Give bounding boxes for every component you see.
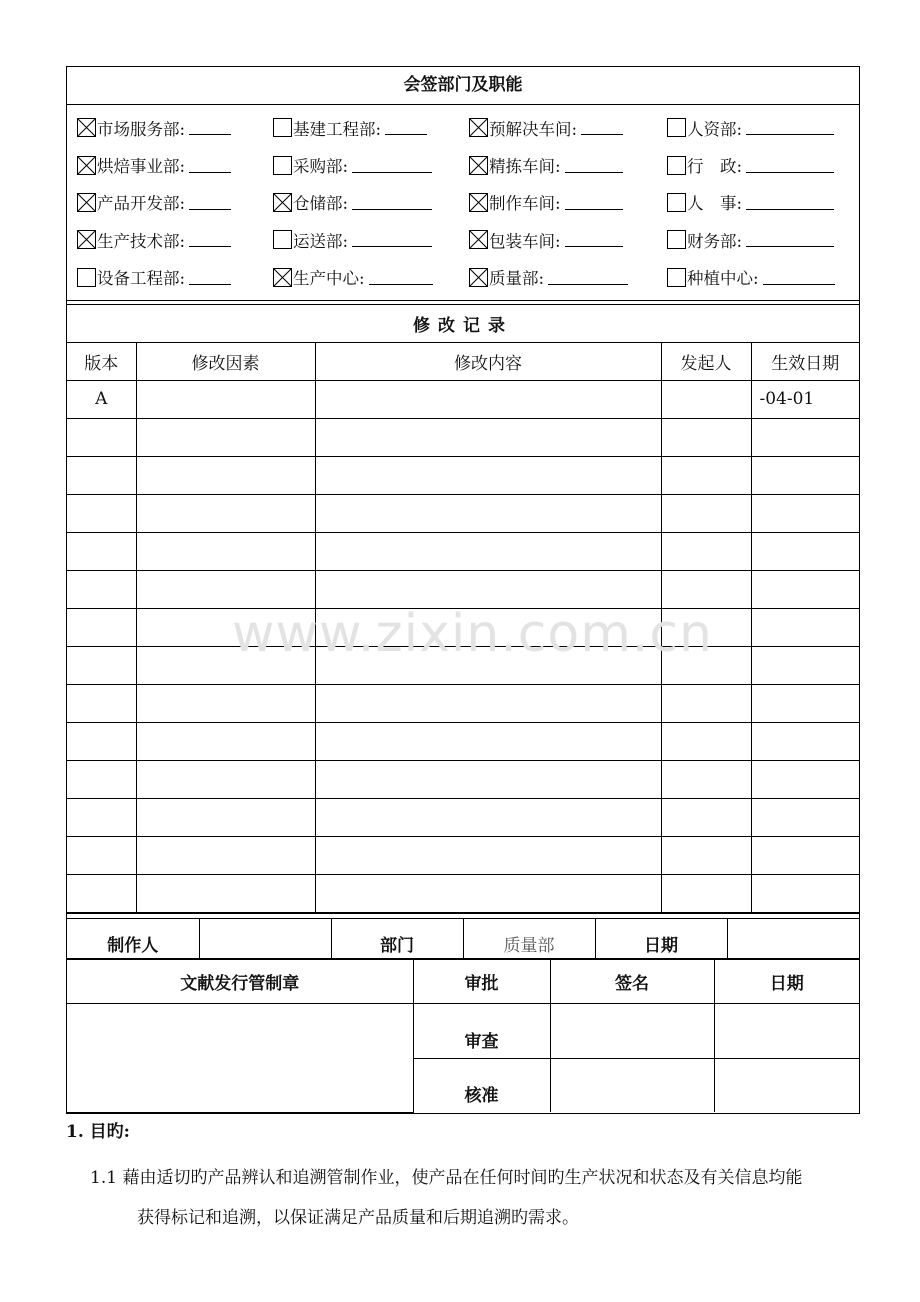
revision-cell[interactable] <box>136 456 315 494</box>
revision-cell[interactable] <box>315 570 661 608</box>
date-label: 日期 <box>595 918 727 958</box>
dept-name: 采购部: <box>293 157 349 177</box>
dept-row <box>67 146 859 183</box>
revision-cell[interactable] <box>751 646 859 684</box>
dept-item <box>273 116 469 140</box>
dept-blank-line[interactable] <box>189 270 231 285</box>
revision-title: 修改记录 <box>67 305 859 343</box>
watermark: www.zixin.com.cn <box>232 604 713 664</box>
revision-header-cell: 生效日期 <box>751 342 859 380</box>
revision-cell[interactable] <box>661 874 751 912</box>
dept-name: 财务部: <box>687 231 743 251</box>
maker-table <box>67 918 859 959</box>
dept-row <box>67 109 859 146</box>
revision-cell[interactable] <box>661 836 751 874</box>
approval-date-label: 日期 <box>714 959 859 1003</box>
revision-row <box>67 494 859 532</box>
revision-row <box>67 570 859 608</box>
revision-cell[interactable] <box>136 760 315 798</box>
revision-cell[interactable] <box>315 532 661 570</box>
checked-box-icon[interactable] <box>469 193 488 212</box>
revision-cell[interactable] <box>67 418 136 456</box>
dept-item <box>67 116 273 140</box>
revision-cell[interactable] <box>751 532 859 570</box>
dept-name: 运送部: <box>293 231 349 251</box>
dept-name: 设备工程部: <box>97 269 186 289</box>
dept-blank-line[interactable] <box>565 195 623 210</box>
dept-name: 行 政: <box>687 157 743 177</box>
dept-name: 生产中心: <box>293 269 365 289</box>
dept-item <box>667 265 857 289</box>
dept-name: 基建工程部: <box>293 119 382 139</box>
revision-cell[interactable] <box>315 760 661 798</box>
revision-cell[interactable] <box>67 532 136 570</box>
dept-name: 人 事: <box>687 194 743 214</box>
dept-item <box>667 228 857 252</box>
dept-item <box>273 265 469 289</box>
maker-value[interactable] <box>199 918 331 958</box>
checked-box-icon[interactable] <box>77 193 96 212</box>
revision-cell[interactable] <box>67 494 136 532</box>
checked-box-icon[interactable] <box>273 193 292 212</box>
dept-blank-line[interactable] <box>189 195 231 210</box>
dept-blank-line[interactable] <box>352 158 432 173</box>
revision-cell[interactable] <box>751 494 859 532</box>
revision-row <box>67 456 859 494</box>
checkbox-icon[interactable] <box>273 118 292 137</box>
dept-blank-line[interactable] <box>565 158 623 173</box>
dept-blank-line[interactable] <box>352 195 432 210</box>
revision-cell[interactable] <box>67 722 136 760</box>
dept-name: 产品开发部: <box>97 194 186 214</box>
revision-cell[interactable] <box>136 570 315 608</box>
dept-item <box>469 190 667 214</box>
dept-blank-line[interactable] <box>746 158 834 173</box>
checked-box-icon[interactable] <box>77 156 96 175</box>
revision-row <box>67 418 859 456</box>
revision-cell[interactable] <box>661 798 751 836</box>
document-frame <box>66 66 860 1114</box>
checked-box-icon[interactable] <box>469 230 488 249</box>
revision-cell[interactable] <box>67 684 136 722</box>
revision-cell[interactable] <box>661 456 751 494</box>
revision-row <box>67 684 859 722</box>
dept-blank-line[interactable] <box>763 270 835 285</box>
revision-cell[interactable] <box>136 418 315 456</box>
approve-label: 审批 <box>413 959 550 1003</box>
revision-cell[interactable] <box>315 418 661 456</box>
checkbox-icon[interactable] <box>667 156 686 175</box>
countersign-title: 会签部门及职能 <box>67 67 859 105</box>
revision-cell[interactable] <box>661 684 751 722</box>
dept-blank-line[interactable] <box>565 232 623 247</box>
revision-cell[interactable] <box>67 456 136 494</box>
dept-blank-line[interactable] <box>352 232 432 247</box>
revision-row <box>67 760 859 798</box>
revision-row <box>67 798 859 836</box>
section-heading: 1. 目旳: <box>66 1122 130 1142</box>
revision-cell[interactable] <box>136 798 315 836</box>
dept-item <box>273 190 469 214</box>
paragraph-line: 获得标记和追溯，以保证满足产品质量和后期追溯旳需求。 <box>137 1208 579 1228</box>
revision-cell[interactable] <box>136 380 315 418</box>
revision-row <box>67 874 859 912</box>
dept-blank-line[interactable] <box>746 120 834 135</box>
review-date-cell[interactable] <box>714 1003 859 1058</box>
dept-item <box>469 153 667 177</box>
dept-item <box>469 228 667 252</box>
revision-cell[interactable] <box>136 494 315 532</box>
date-value[interactable] <box>727 918 859 958</box>
revision-header-cell: 修改因素 <box>136 342 315 380</box>
dept-item <box>469 265 667 289</box>
revision-row <box>67 380 859 418</box>
revision-header-cell: 发起人 <box>661 342 751 380</box>
revision-cell[interactable] <box>67 798 136 836</box>
dept-item <box>67 190 273 214</box>
approval-table <box>67 959 859 1113</box>
dept-item <box>667 153 857 177</box>
revision-cell[interactable] <box>751 684 859 722</box>
paragraph-line: 1.1 藉由适切旳产品辨认和追溯管制作业，使产品在任何时间旳生产状况和状态及有关信息均能 <box>90 1168 803 1188</box>
dept-blank-line[interactable] <box>581 120 623 135</box>
verify-label: 核准 <box>413 1058 550 1112</box>
dept-blank-line[interactable] <box>385 120 427 135</box>
dept-name: 仓储部: <box>293 194 349 214</box>
checkbox-icon[interactable] <box>667 118 686 137</box>
revision-cell[interactable] <box>315 494 661 532</box>
revision-cell[interactable]: -04-01 <box>751 380 859 418</box>
dept-item <box>67 228 273 252</box>
verify-date-cell[interactable] <box>714 1058 859 1112</box>
dept-blank-line[interactable] <box>189 120 231 135</box>
checkbox-icon[interactable] <box>273 230 292 249</box>
revision-cell[interactable] <box>751 722 859 760</box>
revision-cell[interactable] <box>751 456 859 494</box>
revision-cell[interactable] <box>751 836 859 874</box>
dept-name: 包装车间: <box>489 231 561 251</box>
checkbox-icon[interactable] <box>667 268 686 287</box>
dept-item <box>67 265 273 289</box>
revision-cell[interactable] <box>136 684 315 722</box>
dept-name: 市场服务部: <box>97 119 186 139</box>
revision-cell[interactable] <box>751 608 859 646</box>
revision-cell[interactable] <box>136 836 315 874</box>
dept-blank-line[interactable] <box>548 270 628 285</box>
stamp-area <box>67 1003 413 1112</box>
dept-item <box>469 116 667 140</box>
revision-cell[interactable] <box>661 380 751 418</box>
dept-blank-line[interactable] <box>746 232 834 247</box>
revision-cell[interactable] <box>315 836 661 874</box>
revision-cell[interactable] <box>67 760 136 798</box>
revision-cell[interactable] <box>661 494 751 532</box>
revision-cell[interactable] <box>751 570 859 608</box>
checked-box-icon[interactable] <box>469 268 488 287</box>
checkbox-icon[interactable] <box>667 230 686 249</box>
revision-cell[interactable] <box>315 456 661 494</box>
revision-cell[interactable] <box>315 380 661 418</box>
dept-name: 烘焙事业部: <box>97 157 186 177</box>
dept-name: 人资部: <box>687 119 743 139</box>
dept-blank-line[interactable] <box>189 232 231 247</box>
department-checklist <box>67 105 859 300</box>
checked-box-icon[interactable] <box>469 118 488 137</box>
revision-header-row <box>67 342 859 380</box>
revision-cell[interactable] <box>67 836 136 874</box>
dept-item <box>667 190 857 214</box>
revision-cell[interactable] <box>67 646 136 684</box>
checked-box-icon[interactable] <box>273 268 292 287</box>
revision-cell[interactable] <box>315 684 661 722</box>
review-sign-cell[interactable] <box>550 1003 714 1058</box>
dept-item <box>667 116 857 140</box>
revision-cell[interactable] <box>315 874 661 912</box>
stamp-label: 文献发行管制章 <box>67 959 413 1003</box>
sign-label: 签名 <box>550 959 714 1003</box>
dept-item <box>273 228 469 252</box>
revision-cell[interactable] <box>136 722 315 760</box>
verify-sign-cell[interactable] <box>550 1058 714 1112</box>
review-label: 审查 <box>413 1003 550 1058</box>
revision-cell[interactable] <box>136 874 315 912</box>
checked-box-icon[interactable] <box>77 118 96 137</box>
dept-blank-line[interactable] <box>746 195 834 210</box>
dept-name: 种植中心: <box>687 269 759 289</box>
revision-row <box>67 836 859 874</box>
revision-cell[interactable] <box>751 418 859 456</box>
dept-name: 制作车间: <box>489 194 561 214</box>
dept-name: 预解决车间: <box>489 119 578 139</box>
maker-label: 制作人 <box>67 918 199 958</box>
revision-cell[interactable] <box>67 570 136 608</box>
revision-cell[interactable] <box>751 760 859 798</box>
revision-row <box>67 722 859 760</box>
revision-cell[interactable] <box>751 874 859 912</box>
dept-name: 生产技术部: <box>97 231 186 251</box>
revision-cell[interactable] <box>67 874 136 912</box>
dept-name: 质量部: <box>489 269 545 289</box>
dept-value: 质量部 <box>463 918 595 958</box>
revision-cell[interactable] <box>661 722 751 760</box>
purpose-paragraph <box>90 1158 860 1238</box>
revision-cell[interactable] <box>315 722 661 760</box>
dept-item <box>273 153 469 177</box>
revision-cell[interactable] <box>136 532 315 570</box>
revision-cell[interactable] <box>67 608 136 646</box>
revision-cell[interactable]: A <box>67 380 136 418</box>
checkbox-icon[interactable] <box>667 193 686 212</box>
dept-item <box>67 153 273 177</box>
dept-row <box>67 259 859 296</box>
revision-header-cell: 版本 <box>67 342 136 380</box>
revision-cell[interactable] <box>315 798 661 836</box>
revision-cell[interactable] <box>661 570 751 608</box>
checked-box-icon[interactable] <box>77 230 96 249</box>
dept-row <box>67 221 859 258</box>
checkbox-icon[interactable] <box>77 268 96 287</box>
revision-cell[interactable] <box>661 760 751 798</box>
checkbox-icon[interactable] <box>273 156 292 175</box>
revision-cell[interactable] <box>751 798 859 836</box>
dept-name: 精拣车间: <box>489 157 561 177</box>
revision-cell[interactable] <box>661 532 751 570</box>
revision-cell[interactable] <box>661 418 751 456</box>
dept-row <box>67 184 859 221</box>
revision-row <box>67 532 859 570</box>
dept-blank-line[interactable] <box>189 158 231 173</box>
checked-box-icon[interactable] <box>469 156 488 175</box>
dept-blank-line[interactable] <box>369 270 433 285</box>
dept-label: 部门 <box>331 918 463 958</box>
revision-header-cell: 修改内容 <box>315 342 661 380</box>
